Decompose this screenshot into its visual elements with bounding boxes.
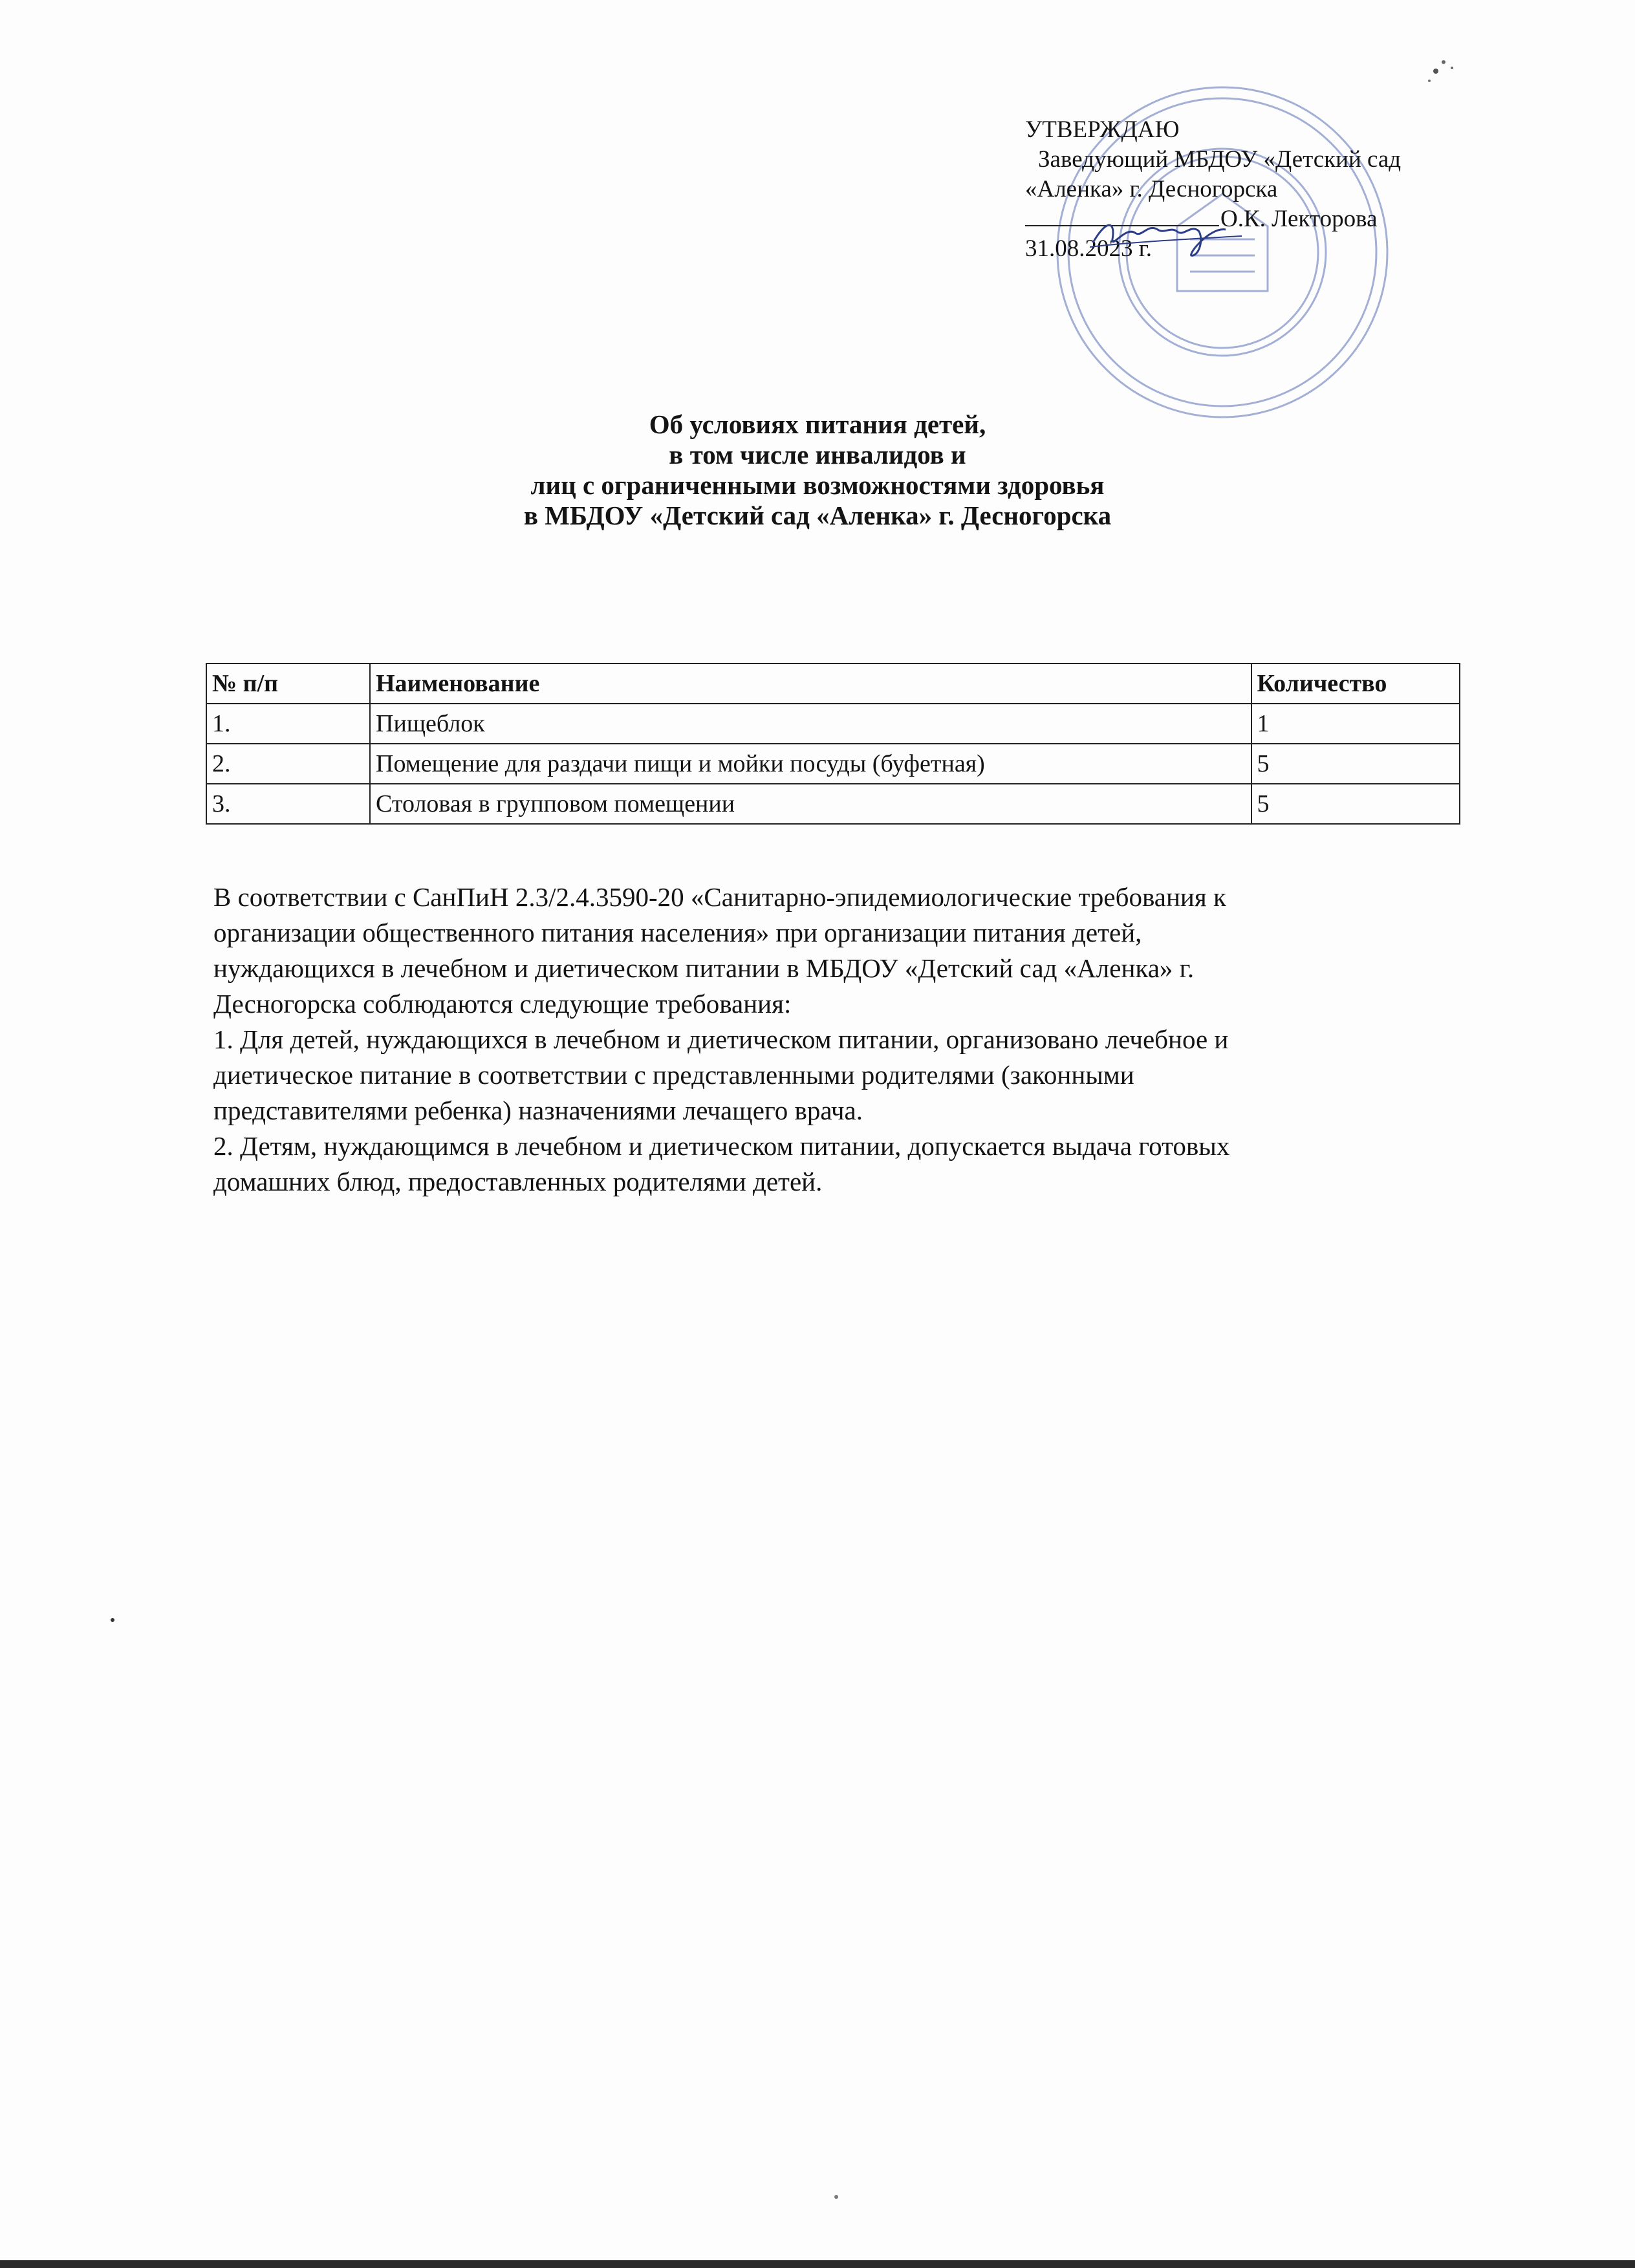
header-name: Наименование (370, 664, 1251, 704)
facilities-table-wrapper (206, 663, 1460, 825)
body-line: В соответствии с СанПиН 2.3/2.4.3590-20 «Санитарно-эпидемиологические требования к (213, 882, 1226, 912)
row-quantity: 5 (1251, 784, 1460, 824)
row-number: 1. (206, 704, 370, 744)
body-line: 2. Детям, нуждающимся в лечебном и диетическом питании, допускается выдача готовых (213, 1131, 1230, 1161)
title-line-2: в том числе инвалидов и (669, 440, 966, 470)
body-text (213, 880, 1475, 1200)
title-line-3: лиц с ограниченными возможностями здоровья (530, 470, 1105, 500)
title-line-4: в МБДОУ «Детский сад «Аленка» г. Десногорска (523, 501, 1112, 530)
row-number: 3. (206, 784, 370, 824)
approval-signer: О.К. Лекторова (1220, 206, 1378, 232)
row-quantity: 5 (1251, 744, 1460, 784)
row-quantity: 1 (1251, 704, 1460, 744)
row-number: 2. (206, 744, 370, 784)
header-number: № п/п (206, 664, 370, 704)
row-name: Помещение для раздачи пищи и мойки посуды (буфетная) (370, 744, 1251, 784)
header-quantity: Количество (1251, 664, 1460, 704)
body-line: домашних блюд, предоставленных родителями детей. (213, 1167, 823, 1196)
approval-position-line2: «Аленка» г. Десногорска (1025, 176, 1278, 202)
approval-heading: УТВЕРЖДАЮ (1025, 116, 1180, 143)
table-header-row (206, 664, 1460, 704)
scan-bottom-edge (0, 2260, 1635, 2268)
body-line: организации общественного питания населения» при организации питания детей, (213, 918, 1142, 947)
body-line: нуждающихся в лечебном и диетическом питании в МБДОУ «Детский сад «Аленка» г. (213, 953, 1195, 983)
table-row (206, 744, 1460, 784)
signature (1087, 207, 1248, 265)
approval-position-line1: Заведующий МБДОУ «Детский сад (1038, 146, 1402, 173)
document-title (0, 409, 1635, 531)
approval-date: 31.08.2023 г. (1025, 235, 1153, 262)
title-line-1: Об условиях питания детей, (649, 409, 986, 439)
body-line: диетическое питание в соответствии с представленными родителями (законными (213, 1060, 1134, 1090)
body-line: представителями ребенка) назначениями лечащего врача. (213, 1096, 863, 1125)
body-line: 1. Для детей, нуждающихся в лечебном и диетическом питании, организовано лечебное и (213, 1024, 1229, 1054)
row-name: Столовая в групповом помещении (370, 784, 1251, 824)
table-row (206, 784, 1460, 824)
row-name: Пищеблок (370, 704, 1251, 744)
body-line: Десногорска соблюдаются следующие требования: (213, 989, 792, 1019)
facilities-table (206, 663, 1460, 825)
table-row (206, 704, 1460, 744)
